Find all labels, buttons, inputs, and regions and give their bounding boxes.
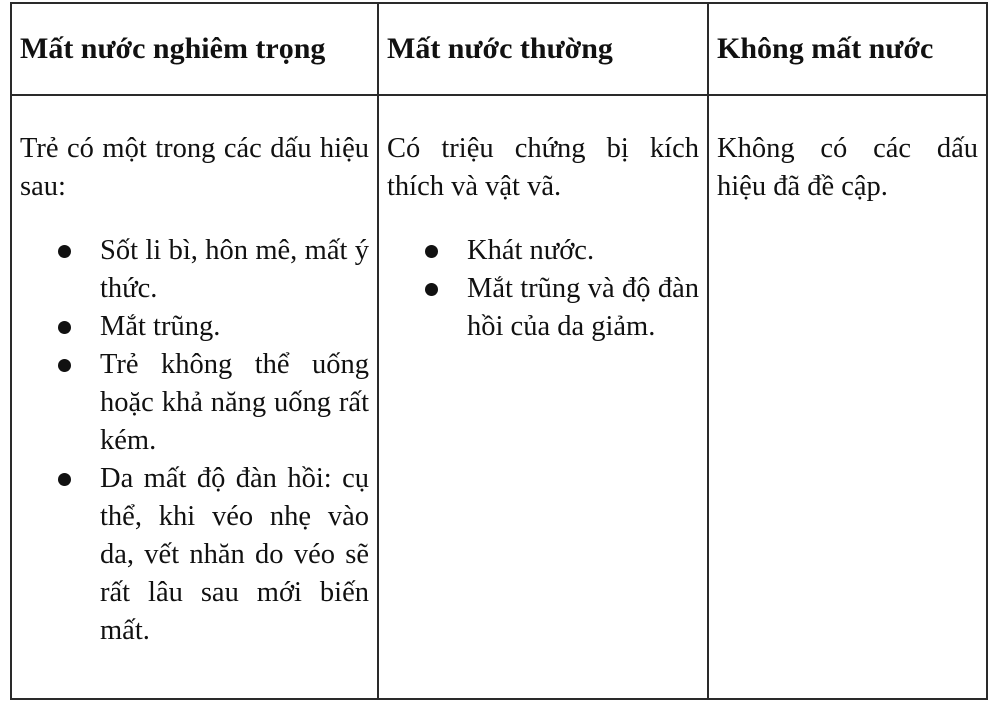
- column-moderate: [379, 96, 709, 698]
- column-severe: [12, 96, 379, 698]
- header-none: Không mất nước: [709, 4, 986, 96]
- list-item: Trẻ không thể uống hoặc khả năng uống rất kém.: [100, 346, 369, 460]
- symptom-list: [20, 232, 369, 650]
- list-item: Mắt trũng.: [100, 308, 369, 346]
- list-item: Sốt li bì, hôn mê, mất ý thức.: [100, 232, 369, 308]
- list-item: Mắt trũng và độ đàn hồi của da giảm.: [467, 270, 699, 346]
- list-item: Khát nước.: [467, 232, 699, 270]
- dehydration-table: [10, 2, 988, 700]
- symptom-list: [387, 232, 699, 346]
- intro-text: Trẻ có một trong các dấu hiệu sau:: [20, 133, 369, 202]
- list-item: Da mất độ đàn hồi: cụ thể, khi véo nhẹ vào da, vết nhăn do véo sẽ rất lâu sau mới biến mất.: [100, 460, 369, 650]
- header-moderate: Mất nước thường: [379, 4, 709, 96]
- header-severe: Mất nước nghiêm trọng: [12, 4, 379, 96]
- intro-text: Không có các dấu hiệu đã đề cập.: [717, 133, 978, 202]
- column-none: [709, 96, 986, 698]
- intro-text: Có triệu chứng bị kích thích và vật vã.: [387, 133, 699, 202]
